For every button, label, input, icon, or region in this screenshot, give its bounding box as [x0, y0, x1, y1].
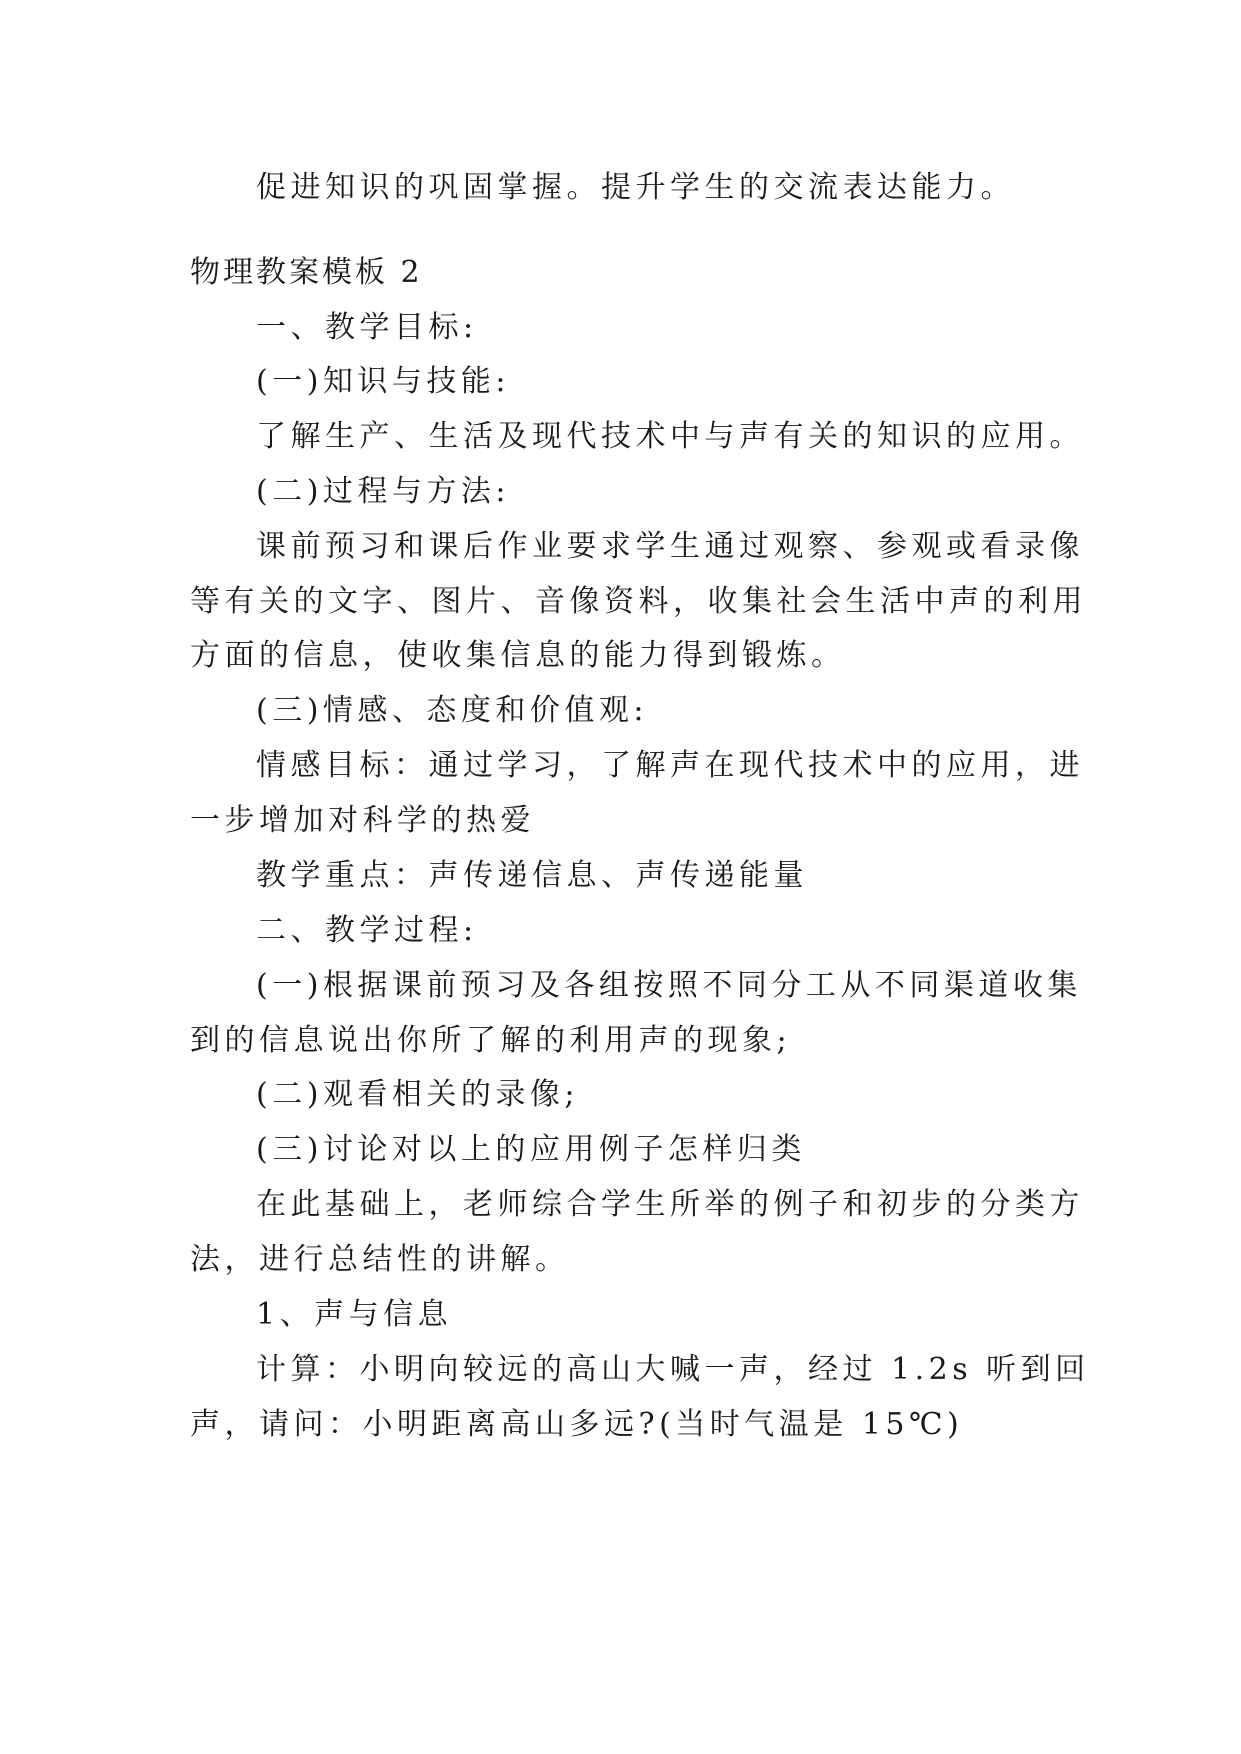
subheading-process-method: (二)过程与方法:	[256, 474, 511, 509]
paragraph-line: 计算：小明向较远的高山大喊一声，经过 1.2s 听到回	[256, 1352, 1090, 1387]
paragraph-line: 在此基础上，老师综合学生所举的例子和初步的分类方	[256, 1187, 1084, 1222]
paragraph-line: (三)讨论对以上的应用例子怎样归类	[256, 1132, 806, 1167]
paragraph-line: 方面的信息，使收集信息的能力得到锻炼。	[190, 638, 846, 673]
section-heading-process: 二、教学过程:	[256, 913, 478, 948]
subheading-sound-information: 1、声与信息	[256, 1297, 453, 1332]
subheading-emotion-attitude: (三)情感、态度和价值观:	[256, 693, 649, 728]
paragraph-line: 教学重点：声传递信息、声传递能量	[256, 858, 808, 893]
paragraph-line: 一步增加对科学的热爱	[190, 803, 535, 838]
paragraph-line: 法，进行总结性的讲解。	[190, 1242, 570, 1277]
paragraph-line: 情感目标：通过学习，了解声在现代技术中的应用，进	[256, 748, 1084, 783]
paragraph-line: 等有关的文字、图片、音像资料，收集社会生活中声的利用	[190, 584, 1087, 619]
paragraph-line: (二)观看相关的录像;	[256, 1077, 580, 1112]
paragraph-line: 课前预习和课后作业要求学生通过观察、参观或看录像	[256, 529, 1084, 564]
paragraph-line: (一)根据课前预习及各组按照不同分工从不同渠道收集	[256, 968, 1082, 1003]
paragraph-line: 到的信息说出你所了解的利用声的现象;	[190, 1023, 792, 1058]
section-heading-objectives: 一、教学目标:	[256, 310, 478, 345]
paragraph-line: 促进知识的巩固掌握。提升学生的交流表达能力。	[256, 170, 1015, 205]
paragraph-line: 了解生产、生活及现代技术中与声有关的知识的应用。	[256, 419, 1084, 454]
section-title: 物理教案模板 2	[190, 255, 423, 290]
subheading-knowledge-skills: (一)知识与技能:	[256, 364, 511, 399]
paragraph-line: 声，请问：小明距离高山多远?(当时气温是 15℃)	[190, 1407, 964, 1442]
